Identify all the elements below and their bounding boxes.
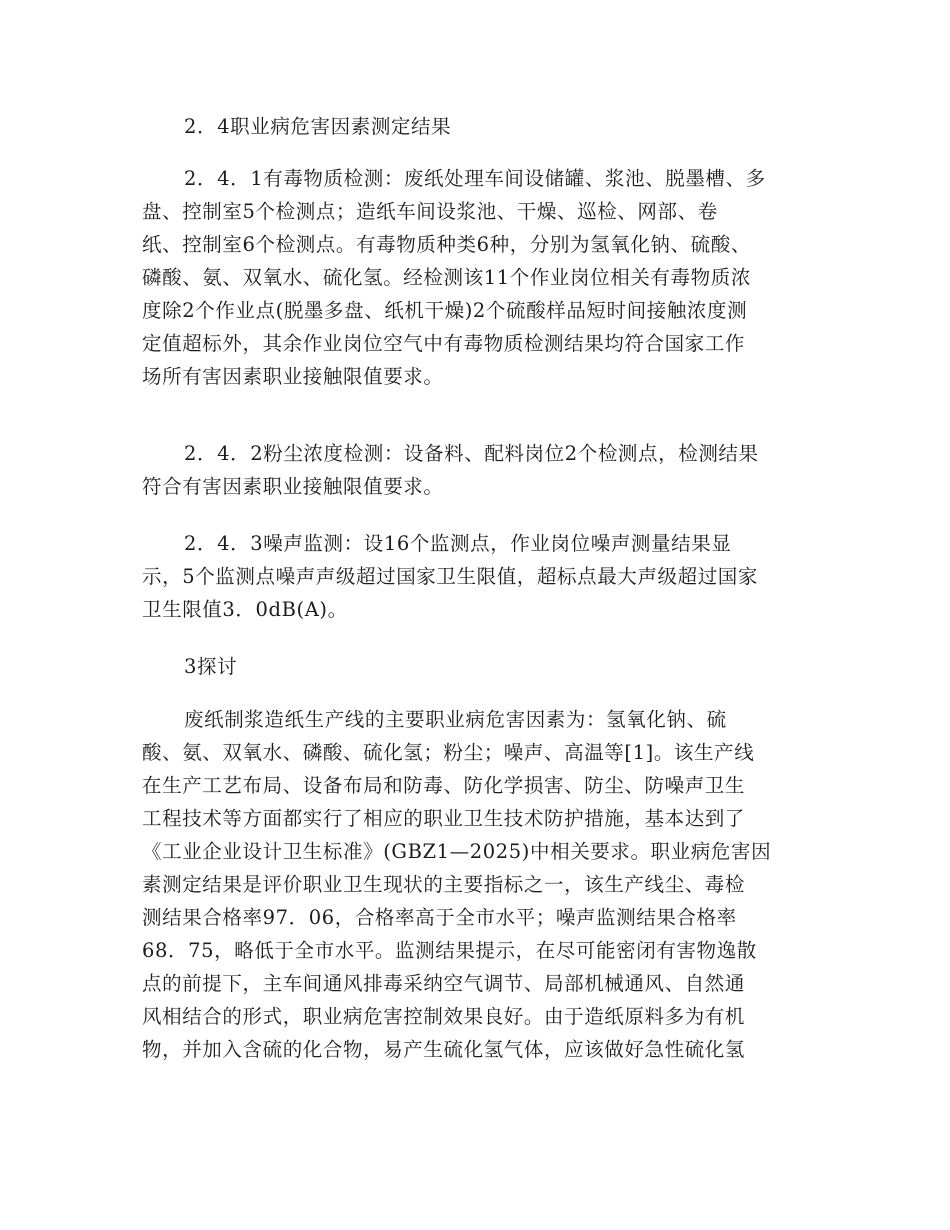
paragraph-line: 风相结合的形式，职业病危害控制效果良好。由于造纸原料多为有机 xyxy=(142,1005,746,1028)
paragraph-2-4-1 xyxy=(142,162,812,393)
paragraph-line: 2．4．1有毒物质检测：废纸处理车间设储罐、浆池、脱墨槽、多 xyxy=(184,167,766,190)
paragraph-line: 点的前提下，主车间通风排毒采纳空气调节、局部机械通风、自然通 xyxy=(142,972,746,995)
section-heading-3 xyxy=(142,650,812,683)
heading-text: 2．4职业病危害因素测定结果 xyxy=(184,115,452,138)
paragraph-line: 卫生限值3．0dB(A)。 xyxy=(142,598,348,621)
heading-text: 3探讨 xyxy=(184,655,238,678)
paragraph-line: 素测定结果是评价职业卫生现状的主要指标之一，该生产线尘、毒检 xyxy=(142,873,746,896)
paragraph-line: 《工业企业设计卫生标准》(GBZ1—2025)中相关要求。职业病危害因 xyxy=(142,840,772,863)
paragraph-line: 场所有害因素职业接触限值要求。 xyxy=(142,365,444,388)
paragraph-3 xyxy=(142,703,812,1066)
paragraph-line: 物，并加入含硫的化合物，易产生硫化氢气体，应该做好急性硫化氢 xyxy=(142,1038,746,1061)
paragraph-line: 2．4．2粉尘浓度检测：设备料、配料岗位2个检测点，检测结果 xyxy=(184,442,759,465)
paragraph-line: 磷酸、氨、双氧水、硫化氢。经检测该11个作业岗位相关有毒物质浓 xyxy=(142,266,751,289)
paragraph-line: 盘、控制室5个检测点；造纸车间设浆池、干燥、巡检、网部、卷 xyxy=(142,200,718,223)
section-heading-2-4 xyxy=(142,110,812,143)
paragraph-line: 测结果合格率97．06，合格率高于全市水平；噪声监测结果合格率 xyxy=(142,906,737,929)
paragraph-line: 符合有害因素职业接触限值要求。 xyxy=(142,475,444,498)
paragraph-2-4-3 xyxy=(142,527,812,626)
paragraph-line: 度除2个作业点(脱墨多盘、纸机干燥)2个硫酸样品短时间接触浓度测 xyxy=(142,299,748,322)
paragraph-line: 纸、控制室6个检测点。有毒物质种类6种，分别为氢氧化钠、硫酸、 xyxy=(142,233,751,256)
paragraph-line: 酸、氨、双氧水、磷酸、硫化氢；粉尘；噪声、高温等[1]。该生产线 xyxy=(142,741,755,764)
paragraph-line: 工程技术等方面都实行了相应的职业卫生技术防护措施，基本达到了 xyxy=(142,807,746,830)
paragraph-line: 废纸制浆造纸生产线的主要职业病危害因素为：氢氧化钠、硫 xyxy=(184,708,727,731)
paragraph-line: 定值超标外，其余作业岗位空气中有毒物质检测结果均符合国家工作 xyxy=(142,332,746,355)
paragraph-line: 在生产工艺布局、设备布局和防毒、防化学损害、防尘、防噪声卫生 xyxy=(142,774,746,797)
paragraph-line: 2．4．3噪声监测：设16个监测点，作业岗位噪声测量结果显 xyxy=(184,532,732,555)
paragraph-2-4-2 xyxy=(142,437,812,503)
paragraph-line: 68．75，略低于全市水平。监测结果提示，在尽可能密闭有害物逸散 xyxy=(142,939,757,962)
paragraph-line: 示，5个监测点噪声声级超过国家卫生限值，超标点最大声级超过国家 xyxy=(142,565,759,588)
